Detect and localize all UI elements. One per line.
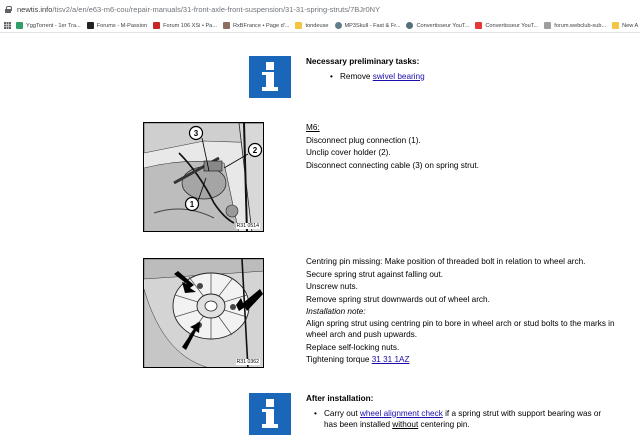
bookmark-label: Convertisseur YouT... <box>416 22 470 29</box>
url-text[interactable] <box>17 5 380 14</box>
list-item: • Remove swivel bearing <box>330 71 425 81</box>
instruction-line: Secure spring strut against falling out. <box>306 269 443 279</box>
instruction-line: Remove spring strut downwards out of wheel arch. <box>306 294 490 304</box>
bookmark-favicon-icon <box>153 22 160 29</box>
bullet-text: Carry out <box>324 408 360 418</box>
torque-prefix: Tightening torque <box>306 355 372 364</box>
list-item: • Carry out wheel alignment check if a spring strut with support bearing was or has been installed without centering pin. <box>314 408 602 429</box>
spring-strut-illustration <box>144 259 264 368</box>
bookmark-label: Convertisseur YouT... <box>485 22 539 29</box>
torque-spec-link[interactable]: 31 31 1AZ <box>371 355 410 364</box>
bookmarks-bar <box>0 19 640 33</box>
address-bar[interactable] <box>0 0 640 19</box>
swivel-bearing-link[interactable]: swivel bearing <box>372 71 425 81</box>
bookmark-item[interactable] <box>13 19 84 33</box>
bookmark-item[interactable] <box>84 19 150 33</box>
instruction-line: Disconnect plug connection (1). <box>306 135 421 145</box>
instruction-line: Unscrew nuts. <box>306 282 358 291</box>
bookmark-label: forum.webclub-sub... <box>554 22 607 29</box>
bookmark-label: Forum 106 XSi • Pa... <box>163 22 217 29</box>
wheel-alignment-link[interactable]: wheel alignment check <box>359 408 443 418</box>
installation-note-text: Align spring strut using centring pin to bore in wheel arch or stud bolts to the marks in wheel arch and push upwards. <box>306 318 615 339</box>
bookmark-favicon-icon <box>16 22 23 29</box>
bullet-text: Remove <box>340 71 373 81</box>
model-label: M6: <box>306 123 320 132</box>
youtube-icon <box>475 22 482 29</box>
diagram-code: R31 0514 <box>236 223 259 229</box>
after-installation <box>306 393 626 431</box>
bookmark-label: tondeuse <box>305 22 329 29</box>
instruction-line: Replace self-locking nuts. <box>306 342 400 352</box>
bookmark-item[interactable] <box>541 19 609 33</box>
lock-icon[interactable] <box>5 6 11 13</box>
installation-note-label: Installation note: <box>306 307 366 316</box>
removal-instructions <box>306 256 626 367</box>
folder-icon <box>612 22 619 29</box>
bookmark-item[interactable] <box>220 19 293 33</box>
bullet-emphasis: without <box>392 420 419 429</box>
bookmark-item[interactable] <box>332 19 404 33</box>
diagram-r31-0362 <box>143 258 264 368</box>
url-path: /tisv2/a/en/e63-m6-cou/repair-manuals/31-front-axle-front-suspension/31-31-spring-struts/7BJr0NY <box>52 5 381 14</box>
instruction-line: Centring pin missing: Make position of threaded bolt in relation to wheel arch. <box>306 257 586 266</box>
info-icon <box>249 393 291 435</box>
bookmark-label: YggTorrent - 1er Tra... <box>26 22 81 29</box>
instruction-line: Unclip cover holder (2). <box>306 148 391 157</box>
engine-bay-illustration <box>144 123 264 232</box>
bookmark-favicon-icon <box>87 22 94 29</box>
bookmark-label: New A <box>622 22 639 29</box>
repair-manual-content <box>0 34 640 440</box>
callout-1-label: 1 <box>189 200 195 209</box>
url-host: newtis.info <box>17 5 53 14</box>
folder-icon <box>295 22 302 29</box>
diagram-r31-0514 <box>143 122 264 232</box>
preliminary-tasks-title: Necessary preliminary tasks: <box>306 57 420 66</box>
bookmark-item[interactable] <box>472 19 541 33</box>
diagram-code: R31 0362 <box>236 359 259 365</box>
preliminary-tasks <box>306 56 626 82</box>
bookmark-favicon-icon <box>544 22 551 29</box>
bookmark-favicon-icon <box>406 22 413 29</box>
info-icon <box>249 56 291 98</box>
after-installation-title: After installation: <box>306 394 374 403</box>
bullet-text: centering pin. <box>418 420 470 429</box>
m6-instructions <box>306 122 626 172</box>
bullet-text: if a spring strut with support bearing was or has been installed <box>324 408 602 429</box>
instruction-line: Disconnect connecting cable (3) on spring strut. <box>306 160 479 170</box>
bookmark-item[interactable] <box>609 19 640 33</box>
tightening-torque <box>306 354 626 366</box>
callout-3-label: 3 <box>193 129 199 138</box>
bookmark-label: RxBFrance • Page d'... <box>232 22 290 29</box>
apps-icon[interactable] <box>0 19 13 33</box>
bookmark-favicon-icon <box>335 22 342 29</box>
bookmark-item[interactable] <box>150 19 220 33</box>
bookmark-favicon-icon <box>223 22 230 29</box>
bookmark-item[interactable] <box>292 19 331 33</box>
bookmark-label: Forums - M-Passion <box>96 22 148 29</box>
bookmark-item[interactable] <box>403 19 472 33</box>
bookmark-label: MP3Skull - Fast & Fr... <box>344 22 401 29</box>
callout-2-label: 2 <box>252 146 258 155</box>
